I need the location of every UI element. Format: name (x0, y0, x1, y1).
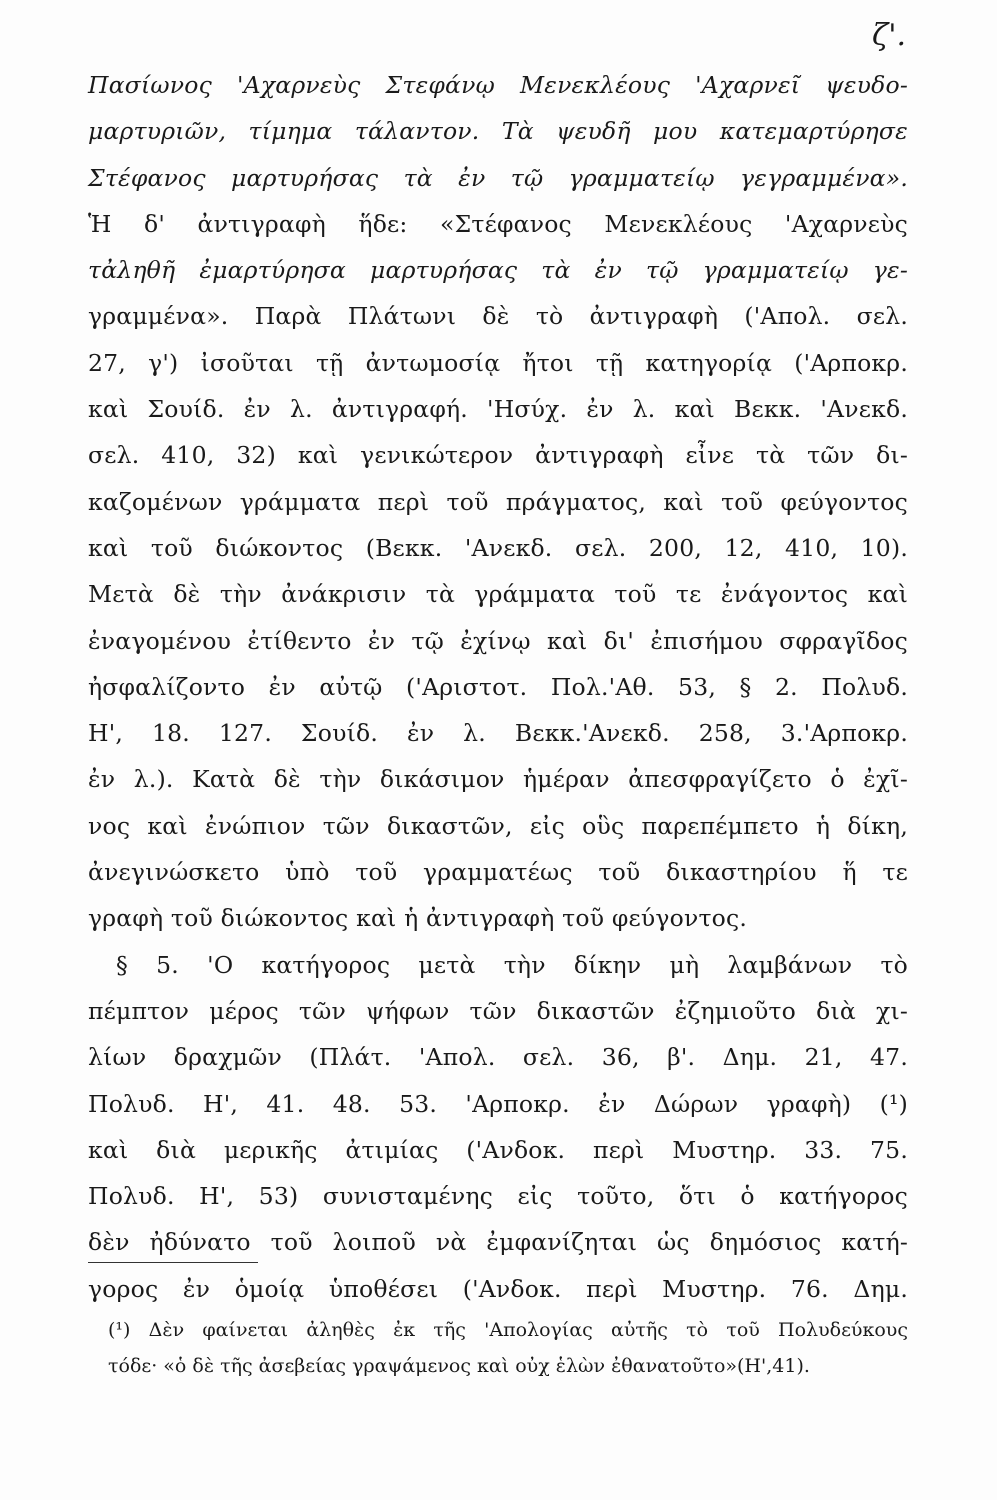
text-line: Στέφανος μαρτυρήσας τὰ ἐν τῷ γραμματείῳ γεγραμμένα». (88, 163, 908, 192)
text-line: καὶ διὰ μερικῆς ἀτιμίας ('Ανδοκ. περὶ Μυστηρ. 33. 75. (88, 1135, 908, 1164)
text-line: Πασίωνος 'Αχαρνεὺς Στεφάνῳ Μενεκλέους 'Αχαρνεῖ ψευδο- (88, 71, 908, 99)
footnote-line: (¹) Δὲν φαίνεται ἀληθὲς ἐκ τῆς 'Απολογίας αὐτῆς τὸ τοῦ Πολυδεύκους (108, 1319, 908, 1341)
text-line: Ἡ δ' ἀντιγραφὴ ἥδε: «Στέφανος Μενεκλέους 'Αχαρνεὺς (88, 209, 908, 238)
text-line: γορος ἐν ὁμοίᾳ ὑποθέσει ('Ανδοκ. περὶ Μυστηρ. 76. Δημ. (88, 1274, 908, 1303)
text-line: Μετὰ δὲ τὴν ἀνάκρισιν τὰ γράμματα τοῦ τε ἐνάγοντος καὶ (88, 580, 908, 609)
text-line: ἠσφαλίζοντο ἐν αὐτῷ ('Αριστοτ. Πολ.'Αθ. 53, § 2. Πολυδ. (88, 672, 908, 701)
text-line: δὲν ἠδύνατο τοῦ λοιποῦ νὰ ἐμφανίζηται ὡς δημόσιος κατή- (88, 1228, 908, 1257)
text-line: ἐναγομένου ἐτίθεντο ἐν τῷ ἐχίνῳ καὶ δι' ἐπισήμου σφραγῖδος (88, 626, 908, 655)
text-line: νος καὶ ἐνώπιον τῶν δικαστῶν, εἰς οὓς παρεπέμπετο ἡ δίκη, (88, 811, 908, 840)
text-line: μαρτυριῶν, τίμημα τάλαντον. Τὰ ψευδῆ μου κατεμαρτύρησε (88, 117, 908, 146)
text-line: καὶ Σουίδ. ἐν λ. ἀντιγραφή. 'Ησύχ. ἐν λ. καὶ Βεκκ. 'Ανεκδ. (88, 395, 908, 424)
text-line: Πολυδ. Η', 53) συνισταμένης εἰς τοῦτο, ὅτι ὁ κατήγορος (88, 1182, 908, 1211)
text-line: γραφὴ τοῦ διώκοντος καὶ ἡ ἀντιγραφὴ τοῦ φεύγοντος. (88, 904, 748, 933)
text-line: γραμμένα». Παρὰ Πλάτωνι δὲ τὸ ἀντιγραφὴ ('Απολ. σελ. (88, 302, 908, 331)
footnote (108, 1312, 908, 1384)
text-line: ἀνεγινώσκετο ὑπὸ τοῦ γραμματέως τοῦ δικαστηρίου ἥ τε (88, 858, 908, 887)
text-line: ἐν λ.). Κατὰ δὲ τὴν δικάσιμον ἡμέραν ἀπεσφραγίζετο ὁ ἐχῖ- (88, 765, 908, 794)
text-line: καζομένων γράμματα περὶ τοῦ πράγματος, καὶ τοῦ φεύγοντος (88, 487, 908, 516)
body-text (88, 62, 908, 1312)
footnote-separator (88, 1262, 258, 1263)
text-line: σελ. 410, 32) καὶ γενικώτερον ἀντιγραφὴ εἶνε τὰ τῶν δι- (88, 441, 908, 470)
text-line: 27, γ') ἰσοῦται τῇ ἀντωμοσίᾳ ἤτοι τῇ κατηγορίᾳ ('Αρποκρ. (88, 348, 908, 377)
text-line: Πολυδ. Η', 41. 48. 53. 'Αρποκρ. ἐν Δώρων γραφὴ) (¹) (88, 1089, 908, 1118)
text-line: § 5. 'Ο κατήγορος μετὰ τὴν δίκην μὴ λαμβάνων τὸ (116, 950, 908, 979)
text-line: καὶ τοῦ διώκοντος (Βεκκ. 'Ανεκδ. σελ. 200, 12, 410, 10). (88, 533, 908, 562)
text-line: Η', 18. 127. Σουίδ. ἐν λ. Βεκκ.'Ανεκδ. 258, 3.'Αρποκρ. (88, 719, 908, 748)
footnote-line: τόδε· «ὁ δὲ τῆς ἀσεβείας γραψάμενος καὶ οὐχ ἑλὼν ἐθανατοῦτο»(Η',41). (108, 1355, 810, 1377)
text-line: πέμπτον μέρος τῶν ψήφων τῶν δικαστῶν ἐζημιοῦτο διὰ χι- (88, 996, 908, 1025)
text-line: τἀληθῆ ἐμαρτύρησα μαρτυρήσας τὰ ἐν τῷ γραμματείῳ γε- (88, 256, 908, 285)
text-line: λίων δραχμῶν (Πλάτ. 'Απολ. σελ. 36, β'. Δημ. 21, 47. (88, 1043, 908, 1072)
page-number: ζ'. (872, 18, 907, 53)
